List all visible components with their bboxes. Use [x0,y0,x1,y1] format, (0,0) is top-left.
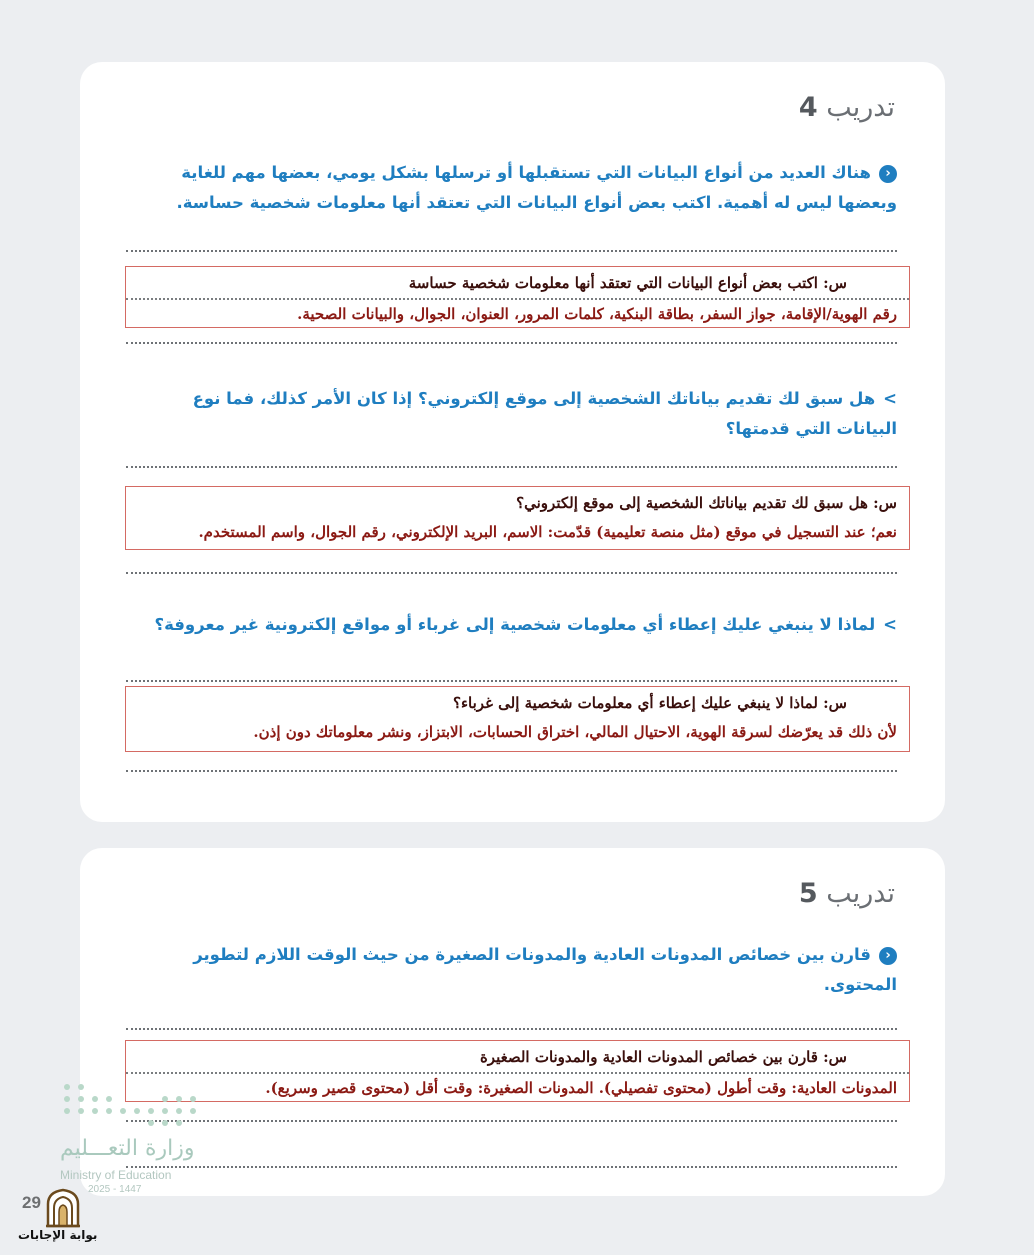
question-2 [127,384,897,444]
exercise-title-number: 4 [798,92,818,123]
question-1 [127,940,897,1000]
question-3 [127,610,897,640]
exercise-title-word: تدريب [826,92,895,123]
answer-3-text: لأن ذلك قد يعرّضك لسرقة الهوية، الاحتيال المالي، اختراق الحسابات، الابتزاز، ونشر معلوماتك دون إذن. [253,723,897,741]
answer-1-text: المدونات العادية: وقت أطول (محتوى تفصيلي). المدونات الصغيرة: وقت أقل (محتوى قصير وسريع). [265,1079,897,1097]
exercise-4-title [799,92,895,123]
ministry-year: 2025 - 1447 [88,1184,142,1195]
answer-line [126,680,897,682]
answer-line [126,770,897,772]
answer-line [126,250,897,252]
exercise-title-word: تدريب [826,878,895,909]
answer-line [126,572,897,574]
answer-3-question: س: لماذا لا ينبغي عليك إعطاء أي معلومات شخصية إلى غرباء؟ [453,694,847,712]
site-name: بوابة الإجابات [18,1228,98,1242]
page-number: 29 [22,1193,41,1212]
exercise-5-title [799,878,895,909]
exercise-title-number: 5 [798,878,818,909]
question-2-text: هل سبق لك تقديم بياناتك الشخصية إلى موقع إلكتروني؟ إذا كان الأمر كذلك، فما نوع البيانات التي قدمتها؟ [192,389,897,438]
arrow-icon: > [883,615,897,634]
answer-1-question: س: قارن بين خصائص المدونات العادية والمدونات الصغيرة [479,1048,847,1066]
answer-line [126,466,897,468]
exercise-4-card [80,62,945,822]
answer-line [126,1120,897,1122]
answer-1-text: رقم الهوية/الإقامة، جواز السفر، بطاقة البنكية، كلمات المرور، العنوان، الجوال، والبيانات الصحية. [297,305,897,323]
answer-line [126,1166,897,1168]
gate-icon [42,1186,84,1228]
answer-2-text: نعم؛ عند التسجيل في موقع (مثل منصة تعليمية) قدّمت: الاسم، البريد الإلكتروني، رقم الجوال، واسم المستخدم. [198,523,897,541]
question-1-text: هناك العديد من أنواع البيانات التي تستقبلها أو ترسلها بشكل يومي، بعضها مهم للغاية وبعضها ليس له أهمية. اكتب بعض أنواع البيانات التي تعتقد أنها معلومات شخصية حساسة. [176,163,897,212]
ministry-name-arabic: وزارة التعـــليم [60,1136,195,1161]
answer-2-question: س: هل سبق لك تقديم بياناتك الشخصية إلى موقع إلكتروني؟ [516,494,897,512]
arrow-icon: > [883,389,897,408]
answer-box-1 [125,266,910,328]
answer-line [126,342,897,344]
question-3-text: لماذا لا ينبغي عليك إعطاء أي معلومات شخصية إلى غرباء أو مواقع إلكترونية غير معروفة؟ [154,615,876,634]
answer-1-question: س: اكتب بعض أنواع البيانات التي تعتقد أنها معلومات شخصية حساسة [408,274,847,292]
chevron-circle-icon: ‹ [879,947,897,965]
answer-line [126,1028,897,1030]
answer-box-2 [125,486,910,550]
chevron-circle-icon: ‹ [879,165,897,183]
exercise-5-card [80,848,945,1196]
answer-box-3 [125,686,910,752]
question-1-text: قارن بين خصائص المدونات العادية والمدونات الصغيرة من حيث الوقت اللازم لتطوير المحتوى. [193,945,897,994]
question-1 [127,158,897,218]
answer-box-1 [125,1040,910,1102]
ministry-name-english: Ministry of Education [60,1168,172,1182]
